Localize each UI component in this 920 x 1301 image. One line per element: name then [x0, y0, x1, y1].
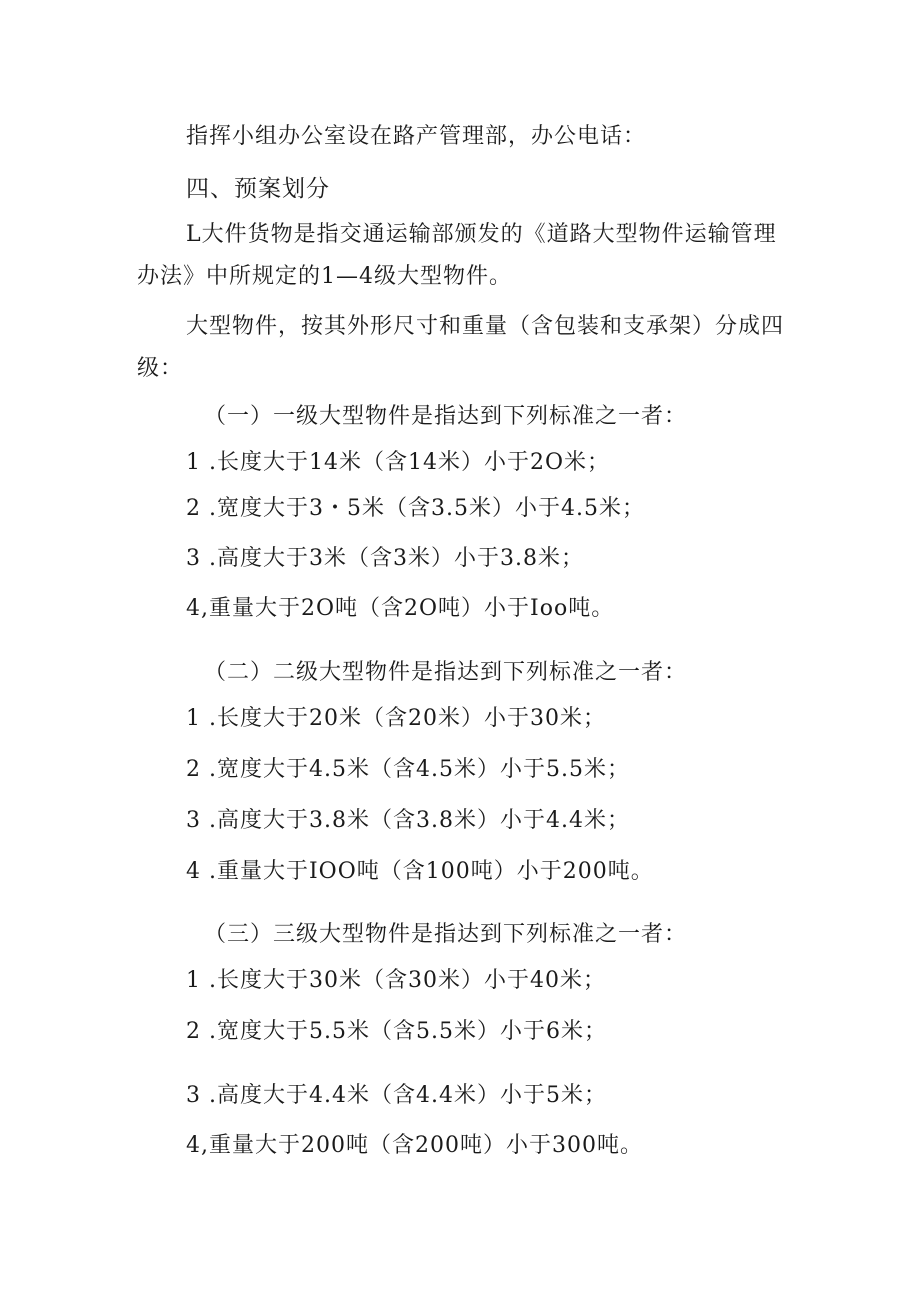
- level-1-item-width: 2 .宽度大于3・5米（含3.5米）小于4.5米；: [186, 496, 645, 521]
- level-1-title: （一）一级大型物件是指达到下列标准之一者：: [204, 404, 688, 429]
- level-2-item-weight: 4 .重量大于IOO吨（含100吨）小于200吨。: [186, 859, 654, 884]
- level-2-title: （二）二级大型物件是指达到下列标准之一者：: [204, 660, 688, 685]
- level-2-item-height: 3 .高度大于3.8米（含3.8米）小于4.4米；: [186, 808, 630, 833]
- level-2-item-length: 1 .长度大于20米（含20米）小于30米；: [186, 706, 606, 731]
- level-2-item-width: 2 .宽度大于4.5米（含4.5米）小于5.5米；: [186, 757, 630, 782]
- definition-paragraph-line-2: 办法》中所规定的1—4级大型物件。: [137, 264, 512, 289]
- level-1-item-height: 3 .高度大于3米（含3米）小于3.8米；: [186, 546, 584, 571]
- level-3-item-width: 2 .宽度大于5.5米（含5.5米）小于6米；: [186, 1019, 607, 1044]
- level-3-item-height: 3 .高度大于4.4米（含4.4米）小于5米；: [186, 1083, 607, 1108]
- level-1-item-length: 1 .长度大于14米（含14米）小于2O米；: [186, 450, 611, 475]
- office-location-line: 指挥小组办公室设在路产管理部，办公电话：: [186, 124, 647, 149]
- level-3-title: （三）三级大型物件是指达到下列标准之一者：: [204, 922, 688, 947]
- section-heading: 四、预案划分: [186, 176, 330, 202]
- level-1-item-weight: 4,重量大于2O吨（含2O吨）小于Ioo吨。: [186, 596, 615, 621]
- classification-paragraph-line-1: 大型物件，按其外形尺寸和重量（含包装和支承架）分成四: [186, 314, 785, 339]
- level-3-item-weight: 4,重量大于200吨（含200吨）小于300吨。: [186, 1133, 643, 1158]
- level-3-item-length: 1 .长度大于30米（含30米）小于40米；: [186, 968, 606, 993]
- classification-paragraph-line-2: 级：: [137, 356, 184, 381]
- definition-paragraph-line-1: L大件货物是指交通运输部颁发的《道路大型物件运输管理: [186, 222, 777, 247]
